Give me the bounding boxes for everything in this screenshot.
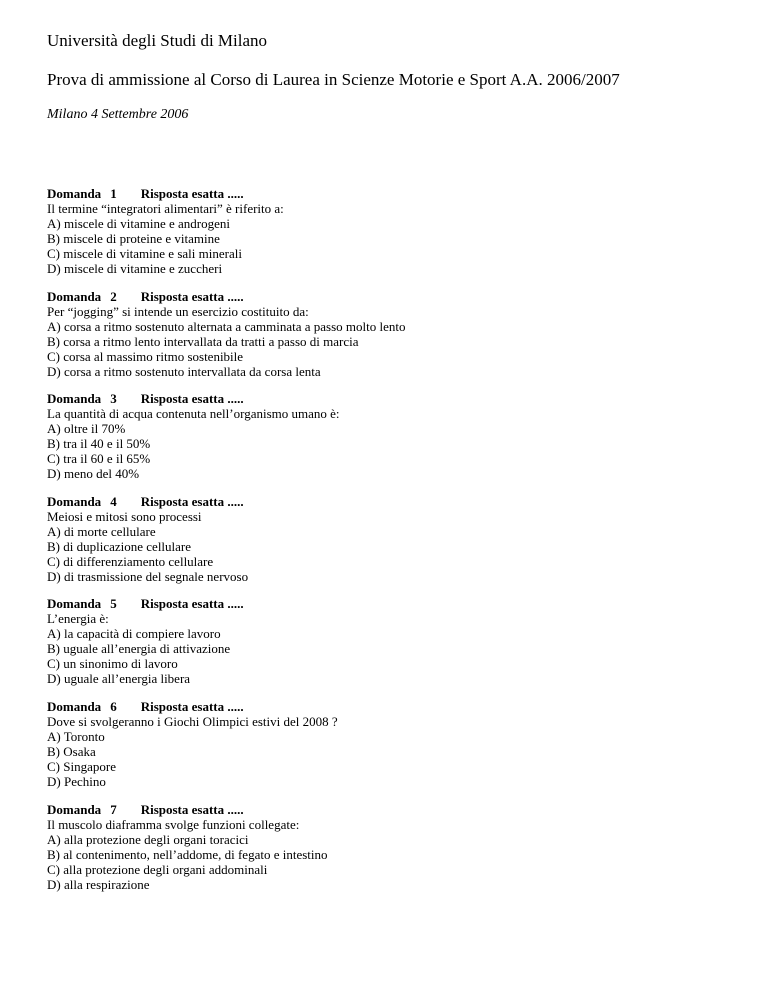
answer-option: D) uguale all’energia libera (47, 671, 191, 687)
answer-option: C) tra il 60 e il 65% (47, 451, 151, 467)
answer-option: D) alla respirazione (47, 876, 150, 892)
answer-option: A) la capacità di compiere lavoro (47, 626, 221, 642)
answer-option: B) corsa a ritmo lento intervallata da tratti a passo di marcia (47, 333, 359, 349)
answer-option: D) miscele di vitamine e zuccheri (47, 261, 223, 276)
answer-option: C) un sinonimo di lavoro (47, 656, 178, 672)
answer-option: B) al contenimento, nell’addome, di fegato e intestino (47, 846, 328, 862)
question-list (47, 186, 747, 892)
answer-option: D) Pechino (47, 773, 106, 789)
question-header (47, 186, 747, 201)
answer-option: B) miscele di proteine e vitamine (47, 231, 220, 246)
answer-option: B) Osaka (47, 743, 96, 759)
question-label: Domanda (47, 391, 102, 407)
answer-option: A) alla protezione degli organi toracici (47, 831, 249, 847)
question-header (47, 289, 747, 304)
answer-option: C) di differenziamento cellulare (47, 553, 214, 569)
question-text: L’energia è: (47, 611, 109, 627)
answer-option: C) corsa al massimo ritmo sostenibile (47, 348, 244, 364)
question-number: 3 (110, 391, 117, 407)
answer-option: C) Singapore (47, 758, 116, 774)
answer-option: A) miscele di vitamine e androgeni (47, 216, 231, 231)
question-block (47, 699, 747, 789)
answer-option: C) miscele di vitamine e sali minerali (47, 246, 242, 261)
answer-option: C) alla protezione degli organi addominali (47, 861, 268, 877)
question-number: 7 (110, 801, 117, 817)
question-block (47, 494, 747, 584)
answer-option: D) meno del 40% (47, 466, 140, 482)
answer-option: B) uguale all’energia di attivazione (47, 641, 231, 657)
question-number: 6 (110, 698, 117, 714)
question-label: Domanda (47, 288, 102, 304)
question-header (47, 802, 747, 817)
question-number: 1 (110, 186, 117, 201)
question-number: 5 (110, 596, 117, 612)
question-label: Domanda (47, 698, 102, 714)
question-block (47, 391, 747, 481)
question-text: Il muscolo diaframma svolge funzioni collegate: (47, 816, 300, 832)
answer-option: A) corsa a ritmo sostenuto alternata a camminata a passo molto lento (47, 318, 406, 334)
question-header (47, 494, 747, 509)
question-number: 4 (110, 493, 117, 509)
answer-blank: Risposta esatta ..... (140, 186, 244, 201)
question-header (47, 699, 747, 714)
question-text: Dove si svolgeranno i Giochi Olimpici estivi del 2008 ? (47, 713, 338, 729)
answer-option: B) di duplicazione cellulare (47, 538, 192, 554)
question-header (47, 596, 747, 611)
question-block (47, 802, 747, 892)
university-name: Università degli Studi di Milano (47, 31, 268, 50)
question-label: Domanda (47, 186, 102, 201)
exam-title: Prova di ammissione al Corso di Laurea in Scienze Motorie e Sport A.A. 2006/2007 (47, 70, 620, 89)
question-header (47, 391, 747, 406)
answer-blank: Risposta esatta ..... (140, 801, 244, 817)
question-block (47, 289, 747, 379)
answer-blank: Risposta esatta ..... (140, 391, 244, 407)
question-text: Meiosi e mitosi sono processi (47, 508, 202, 524)
answer-blank: Risposta esatta ..... (140, 493, 244, 509)
document-page (47, 30, 747, 904)
answer-option: B) tra il 40 e il 50% (47, 436, 151, 452)
question-block (47, 596, 747, 686)
answer-option: D) corsa a ritmo sostenuto intervallata da corsa lenta (47, 363, 321, 379)
answer-option: A) di morte cellulare (47, 523, 156, 539)
answer-blank: Risposta esatta ..... (140, 288, 244, 304)
question-label: Domanda (47, 801, 102, 817)
question-text: La quantità di acqua contenuta nell’organismo umano è: (47, 406, 340, 422)
question-number: 2 (110, 288, 117, 304)
answer-option: D) di trasmissione del segnale nervoso (47, 568, 249, 584)
question-label: Domanda (47, 493, 102, 509)
question-text: Per “jogging” si intende un esercizio costituito da: (47, 303, 309, 319)
question-block (47, 186, 747, 276)
answer-option: A) Toronto (47, 728, 105, 744)
exam-date: Milano 4 Settembre 2006 (47, 107, 189, 122)
answer-blank: Risposta esatta ..... (140, 596, 244, 612)
question-label: Domanda (47, 596, 102, 612)
question-text: Il termine “integratori alimentari” è riferito a: (47, 201, 284, 216)
answer-blank: Risposta esatta ..... (140, 698, 244, 714)
answer-option: A) oltre il 70% (47, 421, 126, 437)
